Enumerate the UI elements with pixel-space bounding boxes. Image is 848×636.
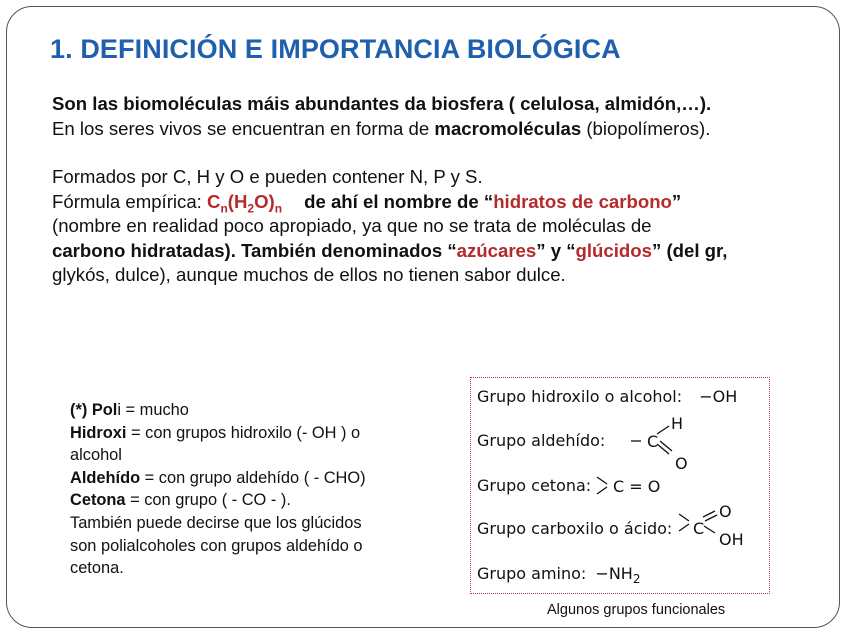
carboxilo-oh: OH xyxy=(719,530,744,549)
cetona-bonds xyxy=(595,474,615,500)
names-pre: carbono hidratadas). También denominados “ xyxy=(52,239,457,261)
group-cetona xyxy=(477,476,591,495)
note-cetona xyxy=(70,489,430,512)
empirical-formula xyxy=(207,190,283,216)
group-amino xyxy=(477,564,641,587)
aldehido-c: C xyxy=(647,432,659,451)
group-hidroxilo xyxy=(477,387,737,406)
carboxilo-o: O xyxy=(719,502,732,521)
aldehido-term: Aldehído xyxy=(70,468,141,487)
intro-line-2-end: (biopolímeros). xyxy=(581,117,711,139)
names-line xyxy=(52,239,822,264)
names-post: ” (del gr, xyxy=(651,239,728,261)
hidroxilo-formula: −OH xyxy=(699,387,738,406)
intro-line-2-text: En los seres vivos se encuentran en forma de xyxy=(52,117,435,139)
explanation-line: (nombre en realidad poco apropiado, ya que no se trata de moléculas de xyxy=(52,215,652,236)
cetona-label: Grupo cetona: xyxy=(477,476,592,495)
poli-term: (*) Pol xyxy=(70,401,118,419)
aldehido-structure xyxy=(627,416,707,476)
formula-sub-n2: n xyxy=(274,201,283,216)
azucares-term: azúcares xyxy=(456,239,537,261)
formula-after: de ahí el nombre de “ xyxy=(304,190,494,212)
formula-line xyxy=(52,190,822,215)
slide-title: 1. DEFINICIÓN E IMPORTANCIA BIOLÓGICA xyxy=(50,34,621,64)
formula-c: C xyxy=(207,190,221,212)
carboxilo-label: Grupo carboxilo o ácido: xyxy=(477,519,673,538)
main-text xyxy=(52,92,822,288)
note-aldehido xyxy=(70,467,430,490)
close-quote: ” xyxy=(671,190,682,212)
formula-o: O) xyxy=(254,190,275,212)
note-poli xyxy=(70,399,430,422)
figure-caption: Algunos grupos funcionales xyxy=(547,602,726,618)
formula-sub-n: n xyxy=(220,201,228,216)
note-hidroxi-cont: alcohol xyxy=(70,446,122,465)
poli-def: i = mucho xyxy=(117,401,189,419)
macromoleculas-term: macromoléculas xyxy=(434,117,582,139)
amino-formula: −NH xyxy=(595,564,633,583)
formula-h: (H xyxy=(227,190,248,212)
hidroxi-def: = con grupos hidroxilo (- OH ) o xyxy=(126,423,361,442)
aldehido-h: H xyxy=(671,414,684,433)
functional-groups-box xyxy=(470,377,770,594)
note-extra-3: cetona. xyxy=(70,559,124,578)
aldehido-o: O xyxy=(675,454,688,473)
amino-label: Grupo amino: xyxy=(477,564,587,583)
group-carboxilo xyxy=(477,519,672,538)
carboxilo-c: C xyxy=(693,519,705,538)
cetona-term: Cetona xyxy=(70,491,126,510)
cetona-def: = con grupo ( - CO - ). xyxy=(125,491,291,510)
formula-sub-2: 2 xyxy=(247,201,255,216)
group-aldehido xyxy=(477,431,605,450)
glucidos-term: glúcidos xyxy=(575,239,652,261)
amino-sub: 2 xyxy=(632,572,641,587)
intro-line-1: Son las biomoléculas máis abundantes da biosfera ( celulosa, almidón,…). xyxy=(52,93,712,114)
aldehido-label: Grupo aldehído: xyxy=(477,431,606,450)
note-extra-2: son polialcoholes con grupos aldehído o xyxy=(70,536,363,555)
intro-line-2 xyxy=(52,117,822,142)
etymology-line: glykós, dulce), aunque muchos de ellos no tienen sabor dulce. xyxy=(52,264,566,285)
cetona-formula: C = O xyxy=(613,477,661,496)
hidroxilo-label: Grupo hidroxilo o alcohol: xyxy=(477,387,683,406)
hidratos-term: hidratos de carbono xyxy=(493,190,672,212)
names-mid: ” y “ xyxy=(536,239,576,261)
formula-label: Fórmula empírica: xyxy=(52,190,207,212)
aldehido-def: = con grupo aldehído ( - CHO) xyxy=(140,468,366,487)
hidroxi-term: Hidroxi xyxy=(70,423,127,442)
note-hidroxi xyxy=(70,422,430,445)
composition-line: Formados por C, H y O e pueden contener N, P y S. xyxy=(52,166,483,187)
spacer xyxy=(52,141,822,165)
notes-block xyxy=(70,399,430,580)
note-extra-1: También puede decirse que los glúcidos xyxy=(70,513,362,532)
